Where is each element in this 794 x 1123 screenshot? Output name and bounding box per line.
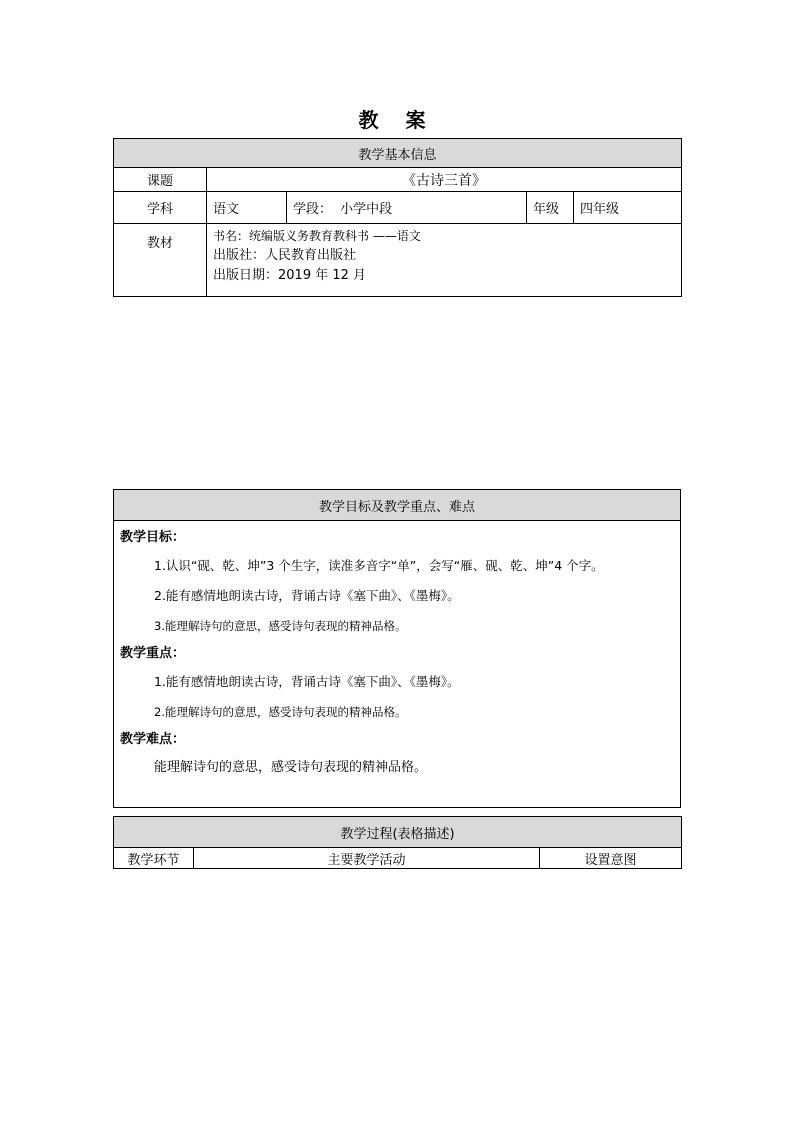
material-cell — [207, 224, 682, 297]
process-header: 教学过程(表格描述) — [114, 817, 682, 848]
objectives-title: 教学目标： — [120, 530, 186, 545]
material-label: 教材 — [114, 224, 207, 297]
material-date: 出版日期：2019 年 12 月 — [213, 268, 367, 283]
goals-table — [113, 489, 681, 808]
page-title: 教 案 — [358, 108, 436, 132]
goals-body — [114, 521, 681, 808]
process-column-header: 设置意图 — [540, 848, 682, 869]
basic-info-table — [113, 138, 682, 297]
objective-item: 1.认识“砚、乾、坤”3 个生字，读准多音字“单”，会写“雁、砚、乾、坤”4 个字。 — [154, 558, 604, 573]
topic-value: 《古诗三首》 — [207, 168, 682, 192]
process-table — [113, 816, 682, 869]
topic-label: 课题 — [114, 168, 207, 192]
grade-label: 年级 — [527, 192, 574, 224]
key-points-title: 教学重点： — [120, 646, 186, 661]
grade-value: 四年级 — [574, 192, 682, 224]
basic-info-header: 教学基本信息 — [114, 139, 682, 168]
key-point-item: 1.能有感情地朗读古诗，背诵古诗《塞下曲》、《墨梅》。 — [154, 674, 460, 689]
difficult-points-title: 教学难点： — [120, 732, 186, 747]
material-book: 书名：统编版义务教育教科书 ——语文 — [213, 229, 421, 243]
difficult-point-text: 能理解诗句的意思，感受诗句表现的精神品格。 — [154, 760, 428, 775]
process-column-header: 教学环节 — [114, 848, 194, 869]
objective-item: 2.能有感情地朗读古诗，背诵古诗《塞下曲》、《墨梅》。 — [154, 588, 460, 603]
goals-header: 教学目标及教学重点、难点 — [114, 490, 681, 521]
process-column-header: 主要教学活动 — [194, 848, 540, 869]
objective-item: 3.能理解诗句的意思，感受诗句表现的精神品格。 — [154, 619, 407, 633]
stage-cell — [287, 192, 527, 224]
subject-value: 语文 — [207, 192, 287, 224]
key-point-item: 2.能理解诗句的意思，感受诗句表现的精神品格。 — [154, 705, 407, 719]
subject-label: 学科 — [114, 192, 207, 224]
material-publisher: 出版社：人民教育出版社 — [213, 248, 357, 263]
stage-label: 学段： — [293, 202, 333, 217]
stage-value: 小学中段 — [340, 202, 393, 217]
